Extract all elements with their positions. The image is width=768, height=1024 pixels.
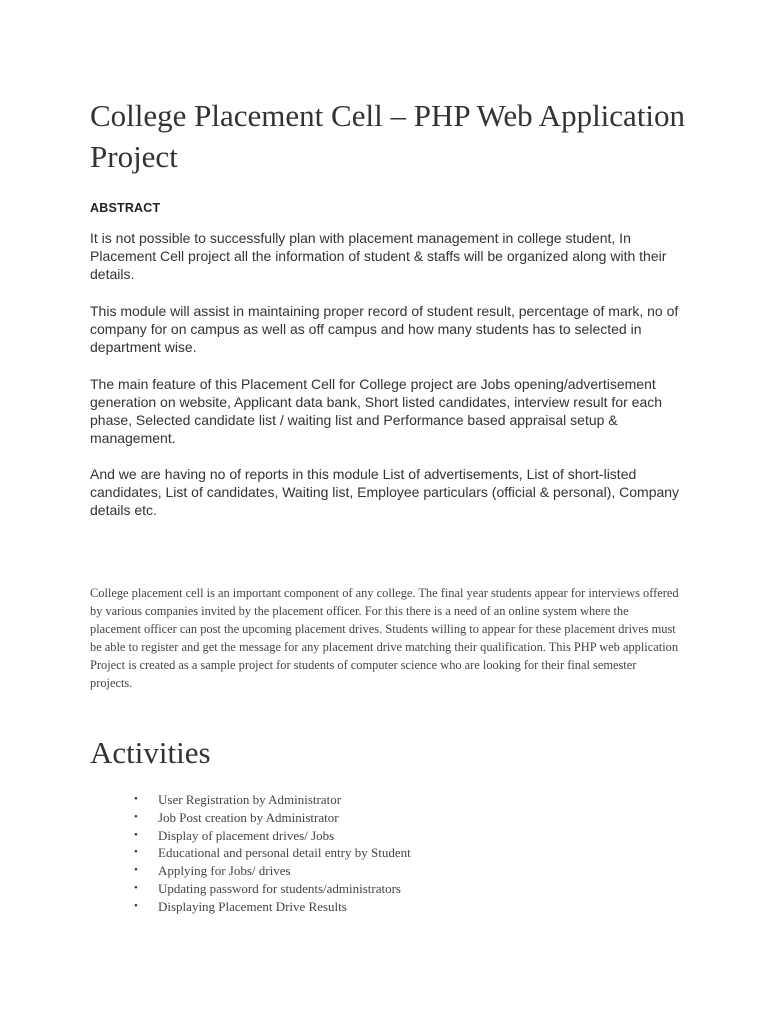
activity-item-label: Job Post creation by Administrator xyxy=(158,809,339,825)
abstract-paragraph-4: And we are having no of reports in this module List of advertisements, List of short-listed candidates, List of candidates, Waiting list, Employee particulars (official & personal), Company details etc. xyxy=(90,466,680,518)
intro-paragraph: College placement cell is an important component of any college. The final year students appear for interviews offered by various companies invited by the placement officer. For this there is a need of an online system where the placement officer can post the upcoming placement drives. Students willing to appear for these placement drives must be able to register and get the message for any placement drive matching their qualification. This PHP web application Project is created as a sample project for students of computer science who are looking for their final semester projects. xyxy=(90,586,679,691)
activities-list xyxy=(90,791,610,916)
activity-item xyxy=(90,827,610,845)
activity-item xyxy=(90,880,610,898)
activity-item-label: Displaying Placement Drive Results xyxy=(158,898,347,914)
bullet-icon: • xyxy=(134,881,138,894)
activity-item-label: Updating password for students/administrators xyxy=(158,880,401,896)
bullet-icon: • xyxy=(134,846,138,859)
activities-heading: Activities xyxy=(90,735,211,770)
abstract-paragraph-1: It is not possible to successfully plan with placement management in college student, In Placement Cell project all the information of student & staffs will be organized along with their details. xyxy=(90,230,667,282)
activity-item xyxy=(90,791,610,809)
bullet-icon: • xyxy=(134,793,138,805)
activity-item xyxy=(90,844,610,862)
abstract-paragraph-2: This module will assist in maintaining proper record of student result, percentage of mark, no of company for on campus as well as off campus and how many students has to selected in department wise. xyxy=(90,303,679,355)
activity-item xyxy=(90,862,610,880)
activity-item xyxy=(90,898,610,916)
abstract-heading: ABSTRACT xyxy=(90,201,161,215)
bullet-icon: • xyxy=(134,810,138,823)
activity-item xyxy=(90,809,610,827)
abstract-paragraph-3: The main feature of this Placement Cell for College project are Jobs opening/advertisement generation on website, Applicant data bank, Short listed candidates, interview result for each phase, Selected candidate list / waiting list and Performance based appraisal setup & management. xyxy=(90,376,663,446)
bullet-icon: • xyxy=(134,899,138,912)
document-title: College Placement Cell – PHP Web Application Project xyxy=(90,98,686,174)
activity-item-label: Display of placement drives/ Jobs xyxy=(158,827,335,843)
activity-item-label: Educational and personal detail entry by Student xyxy=(158,845,411,861)
bullet-icon: • xyxy=(134,828,138,841)
activity-item-label: User Registration by Administrator xyxy=(158,792,342,807)
activity-item-label: Applying for Jobs/ drives xyxy=(158,863,291,879)
bullet-icon: • xyxy=(134,864,138,877)
